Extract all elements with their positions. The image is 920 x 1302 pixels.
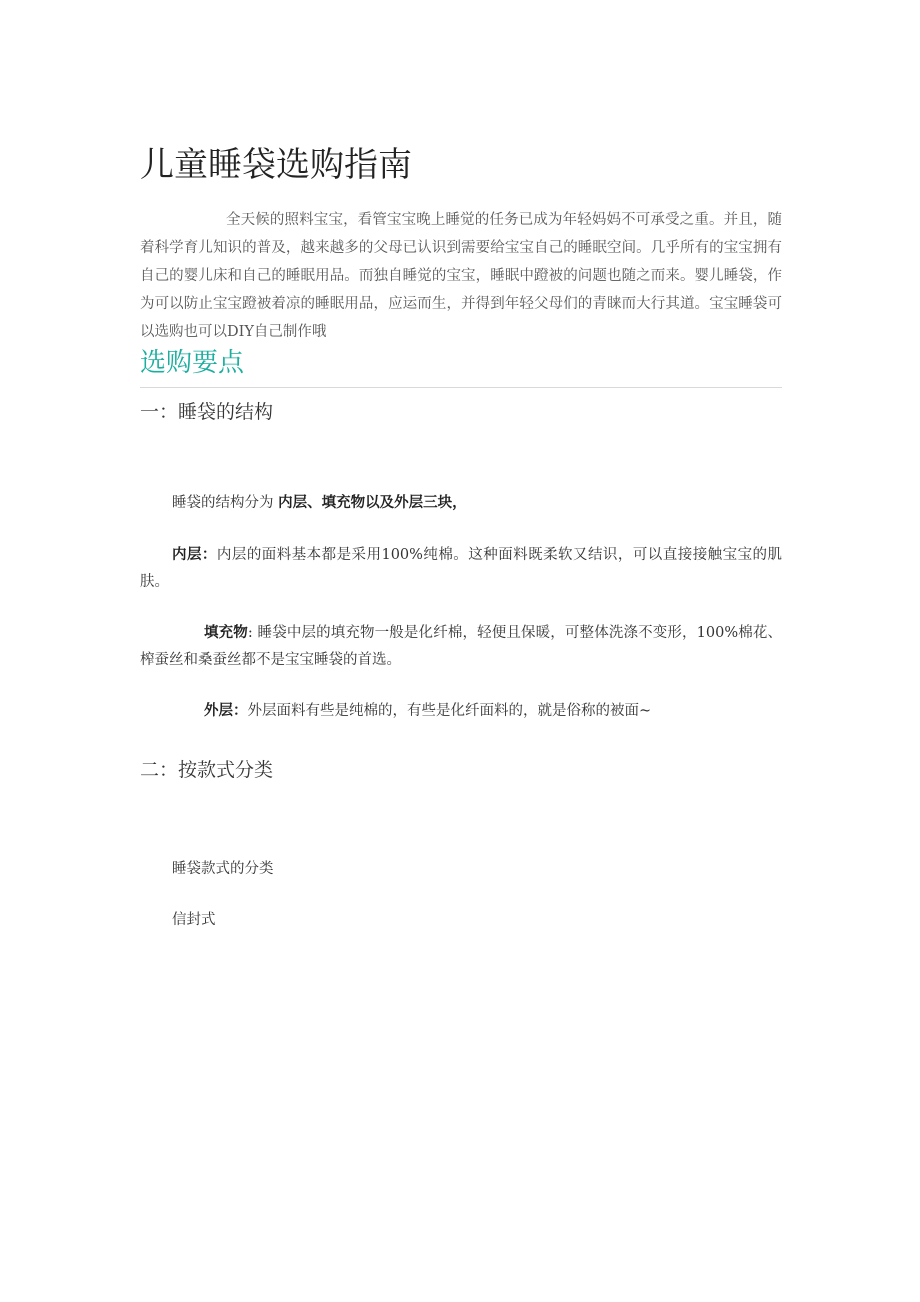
style-classification-line: 睡袋款式的分类 [172,861,274,877]
section-heading: 选购要点 [140,348,245,378]
subheading-style: 二：按款式分类 [140,759,274,781]
outer-layer-paragraph [140,698,782,725]
inner-layer-paragraph [140,542,782,596]
section-divider [140,387,782,388]
structure-summary-text: 睡袋的结构分为 [172,495,279,511]
inner-layer-text: 内层的面料基本都是采用100%纯棉。这种面料既柔软又结识，可以直接接触宝宝的肌肤。 [140,547,783,590]
envelope-style-line: 信封式 [172,912,216,928]
filling-text: : 睡袋中层的填充物一般是化纤棉，轻便且保暖，可整体洗涤不变形，100%棉花、榨蚕丝和桑蚕丝都不是宝宝睡袋的首选。 [140,625,783,668]
filling-label: 填充物 [204,625,248,641]
intro-paragraph: 全天候的照料宝宝，看管宝宝晚上睡觉的任务已成为年轻妈妈不可承受之重。并且，随着科学育儿知识的普及，越来越多的父母已认识到需要给宝宝自己的睡眠空间。几乎所有的宝宝拥有自己的婴儿床和自己的睡眠用品。而独自睡觉的宝宝，睡眠中蹬被的问题也随之而来。婴儿睡袋，作为可以防止宝宝蹬被着凉的睡眠用品，应运而生，并得到年轻父母们的青睐而大行其道。宝宝睡袋可以选购也可以DIY自己制作哦 [140,212,782,340]
page-title: 儿童睡袋选购指南 [140,145,412,185]
structure-summary [140,490,782,517]
outer-layer-text: 外层面料有些是纯棉的，有些是化纤面料的，就是俗称的被面~ [247,703,652,719]
subheading-structure: 一：睡袋的结构 [140,401,274,423]
inner-layer-label: 内层： [172,547,217,563]
outer-layer-label: 外层： [204,703,248,719]
filling-paragraph [140,620,782,674]
structure-summary-bold: 内层、填充物以及外层三块， [278,495,467,511]
